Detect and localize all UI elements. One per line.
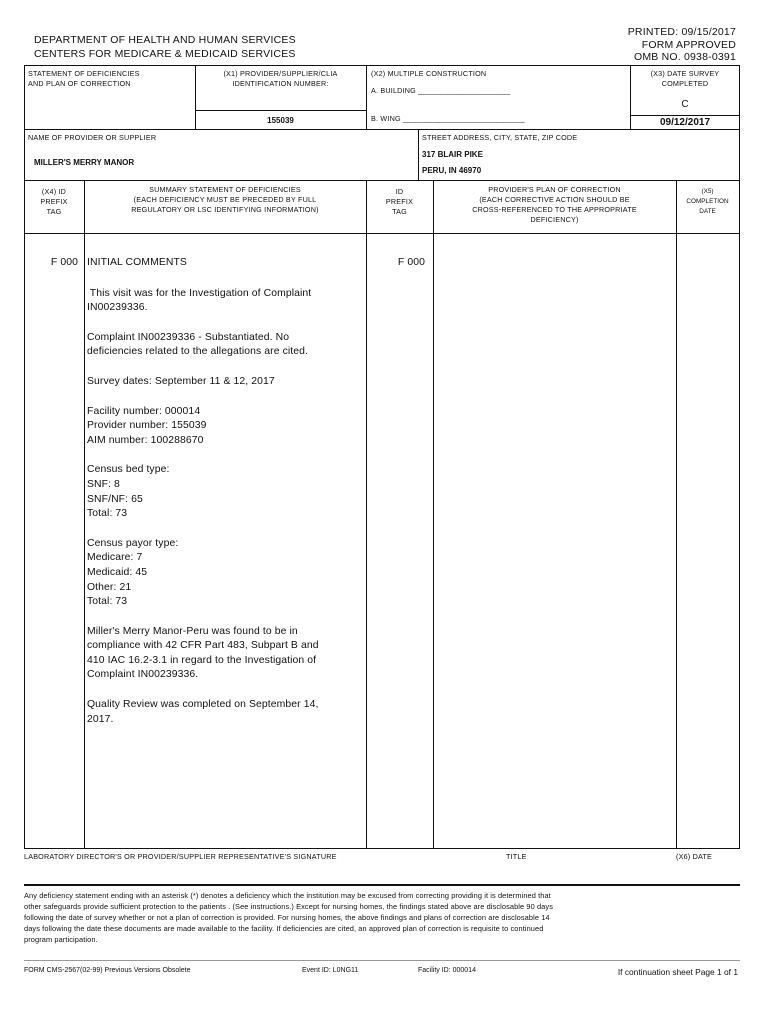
address-label: STREET ADDRESS, CITY, STATE, ZIP CODE	[422, 133, 578, 142]
paragraph-census-bed-type: Census bed type: SNF: 8 SNF/NF: 65 Total: 73	[87, 464, 170, 520]
x4-id-prefix-tag-header: (X4) ID PREFIX TAG	[40, 187, 68, 216]
signature-label: LABORATORY DIRECTOR'S OR PROVIDER/SUPPLIER REPRESENTATIVE'S SIGNATURE	[24, 852, 337, 861]
provider-name-value: MILLER'S MERRY MANOR	[34, 158, 135, 167]
signature-date-label: (X6) DATE	[676, 852, 713, 861]
facility-id: Facility ID: 000014	[418, 967, 476, 974]
summary-statement-header: SUMMARY STATEMENT OF DEFICIENCIES (EACH DEFICIENCY MUST BE PRECEDED BY FULL REGULATORY OR LSC IDENTIFYING INFORMATION)	[131, 185, 319, 214]
initial-comments-heading: INITIAL COMMENTS	[87, 257, 187, 268]
plan-of-correction-header: PROVIDER'S PLAN OF CORRECTION (EACH CORRECTIVE ACTION SHOULD BE CROSS-REFERENCED TO THE APPROPRIATE DEFICIENCY)	[472, 185, 637, 224]
agency-line-2: CENTERS FOR MEDICARE & MEDICAID SERVICES	[34, 48, 296, 60]
agency-line-1: DEPARTMENT OF HEALTH AND HUMAN SERVICES	[34, 34, 296, 46]
survey-code: C	[681, 99, 689, 110]
provider-id-value: 155039	[267, 116, 294, 125]
paragraph-survey-dates: Survey dates: September 11 & 12, 2017	[87, 375, 275, 387]
printed-date: PRINTED: 09/15/2017	[627, 26, 736, 38]
agency-header	[34, 33, 296, 61]
disclaimer-text: Any deficiency statement ending with an asterisk (*) denotes a deficiency which the institution may be excused from correcting providing it is determined that other safeguards provide sufficient protection to the patients . (See instructions.) Except for nursing homes, the findings stated above are disclosable 90 days following the date of survey whether or not a plan of correction is provided. For nursing homes, the above findings and plans of correction are disclosable 14 days following the date these documents are made available to the facility. If deficiencies are cited, an approved plan of correction is requisite to continued program participation.	[24, 891, 553, 944]
statement-label: STATEMENT OF DEFICIENCIES AND PLAN OF CORRECTION	[28, 69, 140, 88]
title-label: TITLE	[506, 852, 527, 861]
paragraph-census-payor-type: Census payor type: Medicare: 7 Medicaid: 45 Other: 21 Total: 73	[87, 537, 179, 608]
paragraph-complaint: Complaint IN00239336 - Substantiated. No deficiencies related to the allegations are cited.	[87, 331, 309, 358]
address-line-2: PERU, IN 46970	[422, 166, 482, 175]
tag-left: F 000	[50, 257, 78, 268]
wing-label: B. WING _____________________________	[371, 114, 525, 123]
continuation-page: If continuation sheet Page 1 of 1	[617, 967, 738, 977]
address-line-1: 317 BLAIR PIKE	[422, 150, 483, 159]
paragraph-investigation: This visit was for the Investigation of Complaint IN00239336.	[87, 287, 312, 314]
paragraph-facility-numbers: Facility number: 000014 Provider number: 155039 AIM number: 100288670	[87, 405, 207, 446]
paragraph-compliance: Miller's Merry Manor-Peru was found to be in compliance with 42 CFR Part 483, Subpart B and 410 IAC 16.2-3.1 in regard to the Investigation of Complaint IN00239336.	[87, 625, 319, 681]
form-approved: FORM APPROVED	[641, 38, 736, 51]
paragraph-quality-review: Quality Review was completed on September 14, 2017.	[87, 699, 319, 725]
form-approval-header	[628, 26, 736, 64]
provider-name-label: NAME OF PROVIDER OR SUPPLIER	[28, 133, 157, 142]
tag-right: F 000	[397, 257, 425, 268]
event-id: Event ID: L0NG11	[302, 967, 359, 974]
omb-number: OMB NO. 0938-0391	[633, 51, 736, 63]
completion-date-header: (X5) COMPLETION DATE	[686, 188, 729, 215]
building-label: A. BUILDING ______________________	[371, 86, 511, 95]
x2-label: (X2) MULTIPLE CONSTRUCTION	[371, 69, 487, 78]
x1-label: (X1) PROVIDER/SUPPLIER/CLIA IDENTIFICATION NUMBER:	[223, 69, 338, 88]
x3-label: (X3) DATE SURVEY COMPLETED	[650, 69, 720, 88]
form-id: FORM CMS-2567(02-99) Previous Versions Obsolete	[24, 967, 191, 974]
id-prefix-tag-header: ID PREFIX TAG	[385, 187, 414, 216]
deficiency-summary	[87, 256, 362, 742]
survey-completed-date: 09/12/2017	[659, 117, 711, 128]
